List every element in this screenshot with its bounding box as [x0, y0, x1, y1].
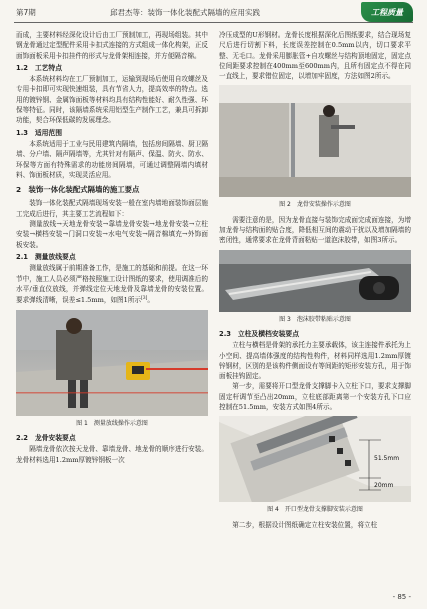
- figure-1-photo: [16, 310, 208, 416]
- figure-2-photo: [219, 85, 411, 197]
- paragraph: 本系统适用于工业与民用建筑内隔墙，包括房间隔墙、厨卫隔墙、分户墙、隔声隔墙等，尤其针对有隔声、保温、防火、防水、环保等方面有特殊需求的功能房间隔墙，可通过调整隔墙内填材料、饰面板材质，实现灵活应用。: [16, 139, 208, 179]
- logo-text: 工程质量: [371, 7, 403, 17]
- paragraph: 第二步，根据设计图纸确定立柱安装位置，将立柱: [232, 520, 378, 529]
- paragraph: 装饰一体化装配式隔墙现场安装一般在室内墙地面装饰面层施工完成后进行，其主要工艺流程如下：: [16, 199, 208, 218]
- paragraph: 立柱与横档是骨架的承托力主要承载体，该主连接件承托为上小空间、提高墙体强度的结构性构件，材料同样选用1.2mm厚镀锌钢材，区别的是该构件侧面设有等间距的矩形安装方孔，用于饰面板挂钩固定。: [219, 341, 411, 381]
- header-rule: [14, 22, 413, 23]
- page-header: [0, 0, 427, 26]
- right-column: [219, 30, 411, 530]
- paragraph: 测量放线属于前期准备工作，是施工的基础和前提。在这一环节中，施工人员必须严格按照施工设计图纸的要求，使用调准后的水平/垂直仪放线，并弹线定位天地龙骨及靠墙龙骨的安装位置。要求弹线清晰，误差≤1.5mm，如图1所示[3]。: [16, 264, 208, 305]
- paragraph: 本系统材料均在工厂预制加工，运输到现场后使用自攻螺丝及专用卡扣即可实现快速组装，具有节省人力，提高效率的特点。选用的镀锌钢、金属饰面板等材料均具有结构性能好、耐久性强、环保等特征。同时，该隔墙系统采用铝型生产制作工艺，兼具可拆卸功能，契合环保低碳的发展理念。: [16, 75, 208, 125]
- section-heading-2: 2 装饰一体化装配式隔墙的施工要点: [16, 185, 140, 195]
- process-flow: 测量放线→天地龙骨安装→靠墙龙骨安装→地龙骨安装→立柱安装→横档安装→门洞口安装→水电气安装→隔音棉填充→外饰面板安装。: [16, 220, 208, 249]
- running-title: 邱君杰等：装饰一体化装配式隔墙的应用实践: [110, 8, 260, 17]
- issue-number: 第7期: [16, 8, 36, 17]
- section-heading-1-3: 1.3 适用范围: [16, 128, 63, 137]
- fig4-label-20: 20mm: [374, 482, 394, 490]
- paragraph: 第一步，需要将开口型龙骨支撑脚卡入立柱下口，要求支撑脚固定杆调节至凸出20mm，立柱底部距离第一个安装方孔下口应控制在51.5mm，安装方式如图4所示。: [219, 382, 411, 412]
- section-heading-2-3: 2.3 立柱及横档安装要点: [219, 329, 300, 338]
- paragraph: 需要注意的是，因为龙骨直接与装饰完成面完成面连接，为增加龙骨与结构面的贴合度，降低相互间的震动干扰以及增加隔墙的密闭性，通常要求在龙骨背面粘贴一道泡沫胶带，如图3所示。: [219, 215, 411, 245]
- figure-2-caption: 图 2 龙骨安装操作示意图: [279, 201, 351, 209]
- citation: [3]: [141, 296, 148, 302]
- paragraph: 隔墙龙骨依次按天龙骨、靠墙龙骨、地龙骨的顺序进行安装。龙骨材料选用1.2mm厚镀锌钢板一次: [16, 445, 208, 464]
- section-heading-1-2: 1.2 工艺特点: [16, 63, 63, 72]
- section-heading-2-2: 2.2 龙骨安装要点: [16, 433, 76, 442]
- page-number: - 85 -: [392, 593, 411, 601]
- paragraph: 冷压成型的U形钢材。龙骨长度根据深化后图纸要求，结合现场复尺后进行切割下料，长度误差控制在0.5mm以内，切口要求平整、无毛口。龙骨采用膨胀管+自攻螺丝与结构顶地固定，固定点位间距要求控制在400mm至600mm内，且所有固定点不得在同一直线上，要求错位固定，以增加牢固度，方法如图2所示。: [219, 31, 411, 81]
- figure-4-caption: 图 4 开口型龙骨支撑脚安装示意图: [267, 506, 363, 514]
- figure-1-caption: 图 1 测量放线操作示意图: [76, 419, 148, 427]
- left-column: [16, 30, 208, 465]
- section-heading-2-1: 2.1 测量放线要点: [16, 252, 76, 261]
- journal-logo: [361, 2, 413, 22]
- paragraph: 而成，主要材料经深化设计后由工厂预制加工，再现场组装。其中钢龙骨通过定型配件采用卡扣式连接的方式组成一体化构架，正反面饰面板采用卡扣挂件的形式与龙骨架相连接，并方便隔音棉。: [16, 31, 208, 60]
- figure-4-diagram: [219, 416, 411, 502]
- figure-3-caption: 图 3 泡沫胶带粘贴示意图: [279, 315, 351, 323]
- fig4-label-51-5: 51.5mm: [374, 455, 400, 463]
- figure-3-photo: [219, 250, 411, 312]
